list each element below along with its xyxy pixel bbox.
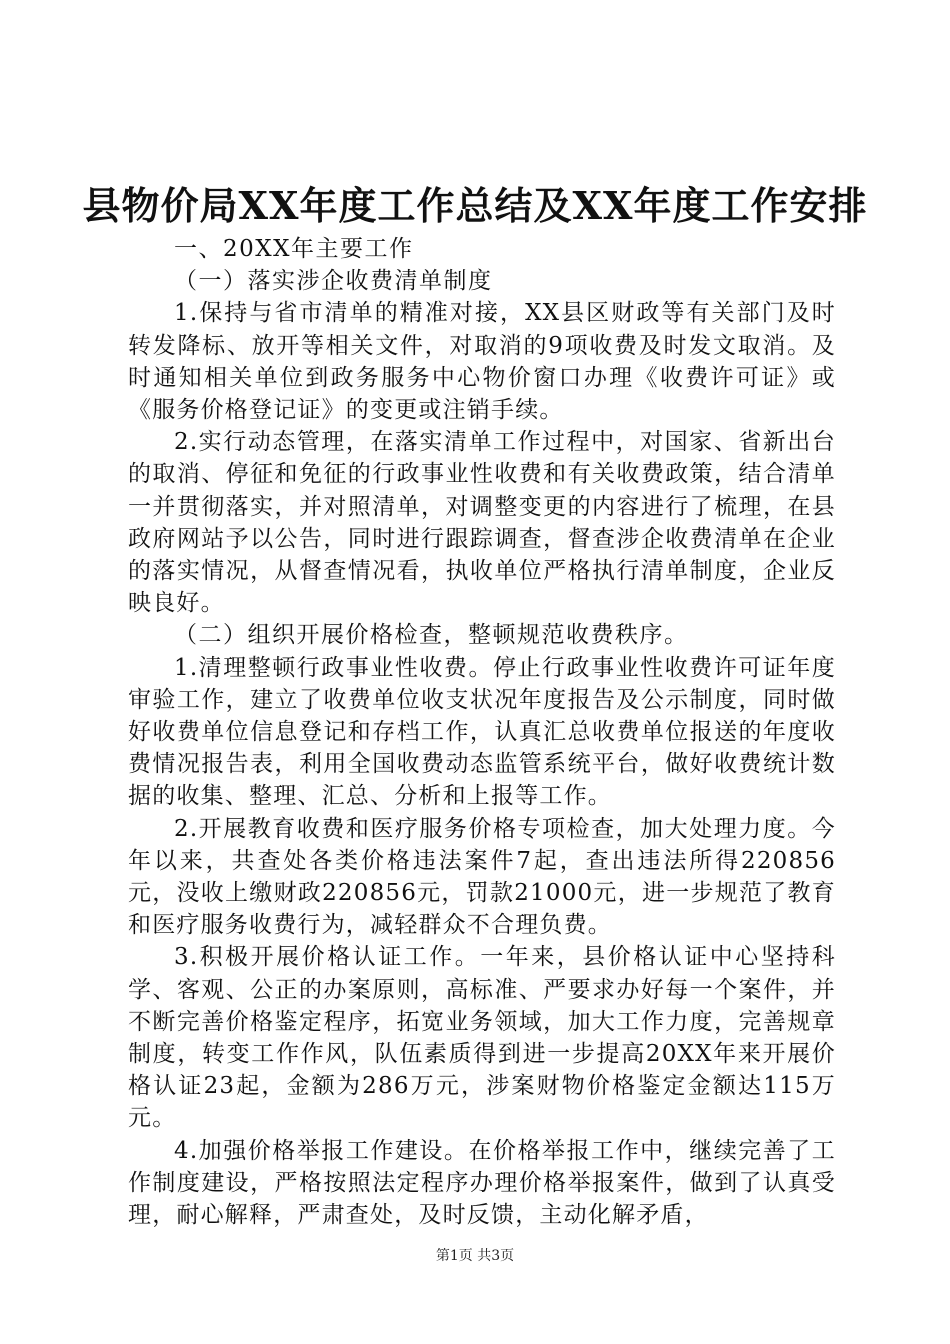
body-paragraph: 1.保持与省市清单的精准对接，XX县区财政等有关部门及时转发降标、放开等相关文件，对取消的9项收费及时发文取消。及时通知相关单位到政务服务中心物价窗口办理《收费许可证》或《服务价格登记证》的变更或注销手续。 (128, 300, 836, 424)
document-title: 县物价局XX年度工作总结及XX年度工作安排 (82, 183, 868, 228)
subsection-heading: （一）落实涉企收费清单制度 (174, 268, 493, 295)
section-heading: 一、20XX年主要工作 (174, 236, 414, 262)
body-paragraph: 1.清理整顿行政事业性收费。停止行政事业性收费许可证年度审验工作，建立了收费单位收支状况年度报告及公示制度，同时做好收费单位信息登记和存档工作，认真汇总收费单位报送的年度收费情况报告表，利用全国收费动态监管系统平台，做好收费统计数据的收集、整理、汇总、分析和上报等工作。 (128, 654, 836, 810)
page-footer: 第1页 共3页 (435, 1248, 515, 1264)
body-paragraph: 2.开展教育收费和医疗服务价格专项检查，加大处理力度。今年以来，共查处各类价格违法案件7起，查出违法所得220856元，没收上缴财政220856元，罚款21000元，进一步规范了教育和医疗服务收费行为，减轻群众不合理负费。 (128, 815, 836, 939)
body-paragraph: 4.加强价格举报工作建设。在价格举报工作中，继续完善了工作制度建设，严格按照法定程序办理价格举报案件，做到了认真受理，耐心解释，严肃查处，及时反馈，主动化解矛盾， (128, 1137, 836, 1229)
body-paragraph: 3.积极开展价格认证工作。一年来，县价格认证中心坚持科学、客观、公正的办案原则，高标准、严要求办好每一个案件，并不断完善价格鉴定程序，拓宽业务领域，加大工作力度，完善规章制度，转变工作作风，队伍素质得到进一步提高20XX年来开展价格认证23起，金额为286万元，涉案财物价格鉴定金额达115万元。 (128, 944, 836, 1132)
subsection-heading: （二）组织开展价格检查，整顿规范收费秩序。 (174, 622, 689, 649)
body-paragraph: 2.实行动态管理，在落实清单工作过程中，对国家、省新出台的取消、停征和免征的行政事业性收费和有关收费政策，结合清单一并贯彻落实，并对照清单，对调整变更的内容进行了梳理，在县政府网站予以公告，同时进行跟踪调查，督查涉企收费清单在企业的落实情况，从督查情况看，执收单位严格执行清单制度，企业反映良好。 (128, 429, 836, 617)
document-body (128, 233, 836, 1231)
